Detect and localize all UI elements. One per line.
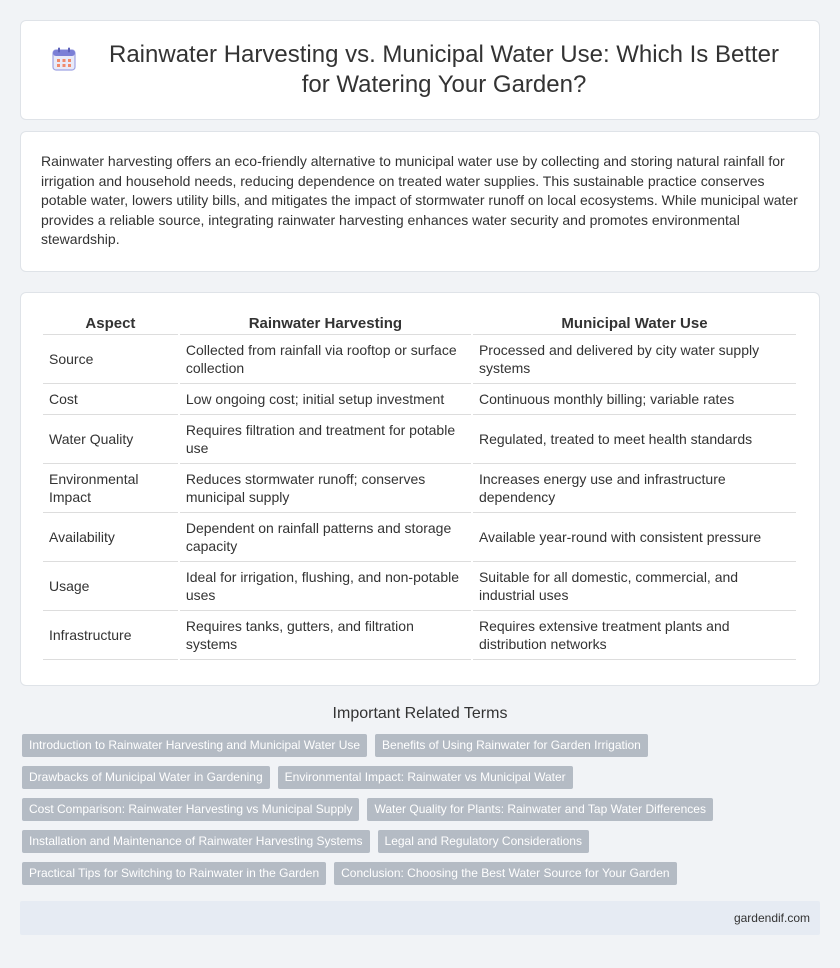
table-row <box>43 513 796 562</box>
table-row <box>43 335 796 384</box>
cell-aspect: Source <box>43 335 178 384</box>
cell-municipal: Requires extensive treatment plants and distribution networks <box>473 611 796 660</box>
cell-rainwater: Reduces stormwater runoff; conserves municipal supply <box>180 464 471 513</box>
header-card <box>20 20 820 120</box>
related-term-link[interactable]: Installation and Maintenance of Rainwater Harvesting Systems <box>22 830 370 853</box>
related-term-link[interactable]: Practical Tips for Switching to Rainwater in the Garden <box>22 862 326 885</box>
cell-rainwater: Ideal for irrigation, flushing, and non-potable uses <box>180 562 471 611</box>
related-term-link[interactable]: Water Quality for Plants: Rainwater and Tap Water Differences <box>367 798 712 821</box>
header-inner <box>51 40 789 100</box>
calendar-icon <box>51 46 77 72</box>
comparison-card <box>20 292 820 686</box>
table-row <box>43 415 796 464</box>
comparison-table <box>41 309 798 660</box>
cell-aspect: Water Quality <box>43 415 178 464</box>
header-rainwater: Rainwater Harvesting <box>180 309 471 335</box>
related-terms-tags <box>20 734 820 885</box>
cell-municipal: Suitable for all domestic, commercial, and industrial uses <box>473 562 796 611</box>
related-term-link[interactable]: Conclusion: Choosing the Best Water Source for Your Garden <box>334 862 676 885</box>
table-row <box>43 464 796 513</box>
cell-rainwater: Low ongoing cost; initial setup investment <box>180 384 471 415</box>
related-term-link[interactable]: Cost Comparison: Rainwater Harvesting vs Municipal Supply <box>22 798 359 821</box>
cell-rainwater: Dependent on rainfall patterns and storage capacity <box>180 513 471 562</box>
table-row <box>43 384 796 415</box>
related-terms-title: Important Related Terms <box>332 705 508 722</box>
cell-aspect: Infrastructure <box>43 611 178 660</box>
related-term-link[interactable]: Benefits of Using Rainwater for Garden Irrigation <box>375 734 648 757</box>
cell-municipal: Continuous monthly billing; variable rates <box>473 384 796 415</box>
cell-rainwater: Requires tanks, gutters, and filtration systems <box>180 611 471 660</box>
header-municipal: Municipal Water Use <box>473 309 796 335</box>
related-term-link[interactable]: Introduction to Rainwater Harvesting and Municipal Water Use <box>22 734 367 757</box>
table-row <box>43 562 796 611</box>
cell-municipal: Available year-round with consistent pressure <box>473 513 796 562</box>
cell-aspect: Environmental Impact <box>43 464 178 513</box>
intro-paragraph: Rainwater harvesting offers an eco-friendly alternative to municipal water use by collecting and storing natural rainfall for irrigation and household needs, reducing dependence on treated water supplies. This sustainable practice conserves potable water, lowers utility bills, and mitigates the impact of stormwater runoff on local ecosystems. While municipal water provides a reliable source, integrating rainwater harvesting enhances water security and promotes environmental stewardship. <box>41 153 798 248</box>
cell-municipal: Regulated, treated to meet health standards <box>473 415 796 464</box>
cell-municipal: Increases energy use and infrastructure dependency <box>473 464 796 513</box>
cell-aspect: Usage <box>43 562 178 611</box>
cell-aspect: Cost <box>43 384 178 415</box>
page-title: Rainwater Harvesting vs. Municipal Water Use: Which Is Better for Watering Your Garden? <box>109 41 779 98</box>
table-header-row <box>43 309 796 335</box>
cell-rainwater: Collected from rainfall via rooftop or surface collection <box>180 335 471 384</box>
cell-rainwater: Requires filtration and treatment for potable use <box>180 415 471 464</box>
related-terms-section <box>20 705 820 885</box>
cell-municipal: Processed and delivered by city water supply systems <box>473 335 796 384</box>
footer-site-name[interactable]: gardendif.com <box>733 911 810 925</box>
related-term-link[interactable]: Legal and Regulatory Considerations <box>378 830 589 853</box>
table-row <box>43 611 796 660</box>
related-term-link[interactable]: Drawbacks of Municipal Water in Gardening <box>22 766 270 789</box>
header-aspect: Aspect <box>43 309 178 335</box>
intro-card <box>20 131 820 272</box>
footer <box>20 901 820 935</box>
cell-aspect: Availability <box>43 513 178 562</box>
related-term-link[interactable]: Environmental Impact: Rainwater vs Municipal Water <box>278 766 573 789</box>
